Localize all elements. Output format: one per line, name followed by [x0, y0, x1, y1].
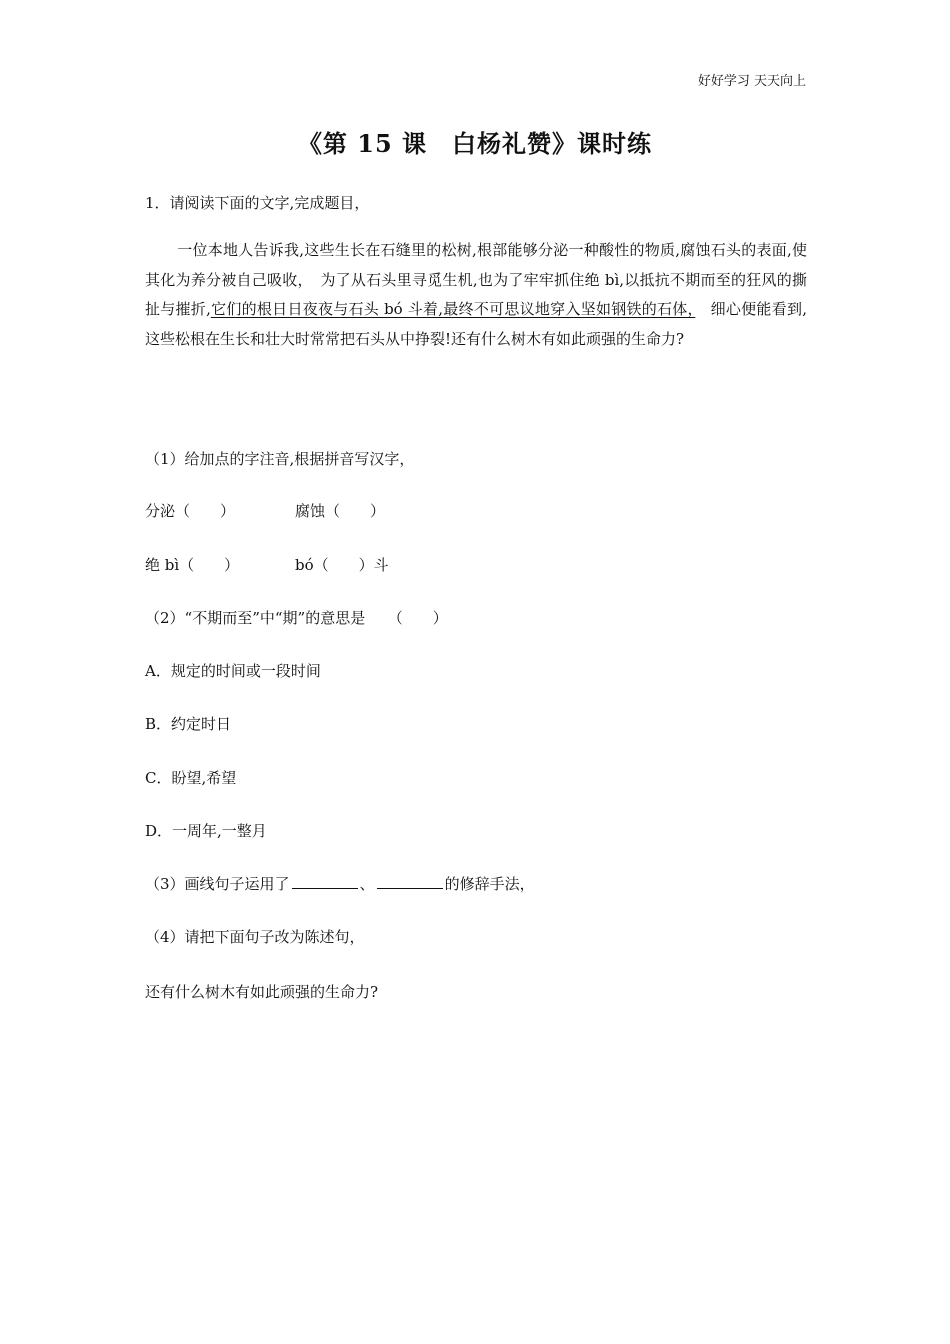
fill-item-fenmi: 分泌（ ）	[145, 502, 236, 520]
option-b: B．约定时日	[145, 715, 232, 733]
option-c: C．盼望,希望	[145, 769, 237, 787]
sub-question-1-prompt: （1）给加点的字注音,根据拼音写汉字，	[145, 450, 415, 468]
answer-blank-2	[377, 874, 443, 889]
underlined-sentence: 它们的根日日夜夜与石头 bó 斗着,最终不可思议地穿入坚如钢铁的石体，	[210, 300, 696, 319]
passage-text-part2: 细心便能看到,这些松根在生长和壮大时常常把石头从中挣裂!还有什么树木有如此顽强的生命力?	[145, 300, 807, 348]
page-title: 《第 15 课 白杨礼赞》课时练	[297, 129, 653, 158]
sub-question-2-prompt: （2）“不期而至”中“期”的意思是 （ ）	[145, 609, 448, 627]
fill-item-fushi: 腐蚀（ ）	[295, 502, 386, 520]
passage-text-part1: 一位本地人告诉我,这些生长在石缝里的松树,根部能够分泌一种酸性的物质,腐蚀石头的表面,使其化为养分被自己吸收， 为了从石头里寻觅生机,也为了牢牢抓住绝 bì,以抵抗不期而至的狂风的撕扯与摧折,	[145, 241, 807, 319]
fill-item-bodou: bó（ ）斗	[295, 556, 389, 574]
question-1-prompt: 1．请阅读下面的文字,完成题目，	[145, 194, 370, 212]
fill-item-juebi: 绝 bì（ ）	[145, 556, 240, 574]
sub-question-4-prompt: （4）请把下面句子改为陈述句，	[145, 928, 365, 946]
page-header: 好好学习 天天向上	[697, 74, 806, 89]
reading-passage	[145, 236, 807, 354]
sub-question-3-text-before: （3）画线句子运用了	[145, 875, 290, 893]
blank-separator: 、	[359, 875, 375, 893]
option-d: D．一周年,一整月	[145, 822, 267, 840]
option-a: A．规定的时间或一段时间	[145, 662, 321, 680]
rhetorical-sentence: 还有什么树木有如此顽强的生命力?	[145, 983, 379, 1001]
sub-question-3	[145, 873, 535, 894]
answer-blank-1	[292, 874, 358, 889]
sub-question-3-text-after: 的修辞手法，	[444, 875, 535, 893]
